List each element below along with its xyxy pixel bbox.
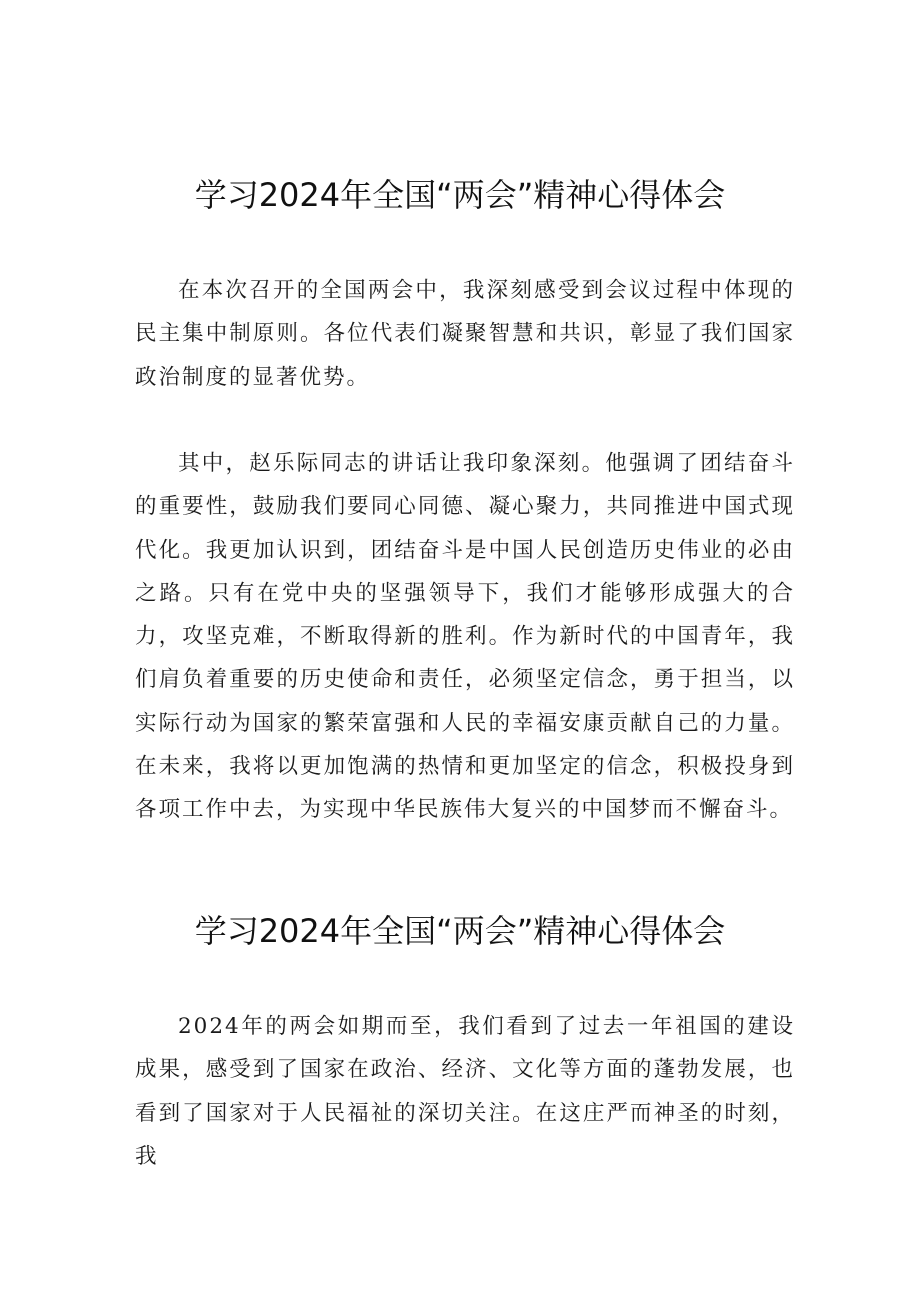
document-title: 学习2024年全国“两会”精神心得体会 <box>194 176 726 214</box>
paragraph: 2024年的两会如期而至，我们看到了过去一年祖国的建设成果，感受到了国家在政治、经济、文化等方面的蓬勃发展，也看到了国家对于人民福祉的深切关注。在这庄严而神圣的时刻，我 <box>135 1014 795 1169</box>
paragraph: 在本次召开的全国两会中，我深刻感受到会议过程中体现的民主集中制原则。各位代表们凝聚智慧和共识，彰显了我们国家政治制度的显著优势。 <box>135 278 795 390</box>
document-title: 学习2024年全国“两会”精神心得体会 <box>194 912 726 950</box>
paragraph: 其中，赵乐际同志的讲话让我印象深刻。他强调了团结奋斗的重要性，鼓励我们要同心同德、凝心聚力，共同推进中国式现代化。我更加认识到，团结奋斗是中国人民创造历史伟业的必由之路。只有在党中央的坚强领导下，我们才能够形成强大的合力，攻坚克难，不断取得新的胜利。作为新时代的中国青年，我们肩负着重要的历史使命和责任，必须坚定信念，勇于担当，以实际行动为国家的繁荣富强和人民的幸福安康贡献自己的力量。在未来，我将以更加饱满的热情和更加坚定的信念，积极投身到各项工作中去，为实现中华民族伟大复兴的中国梦而不懈奋斗。 <box>135 451 795 823</box>
